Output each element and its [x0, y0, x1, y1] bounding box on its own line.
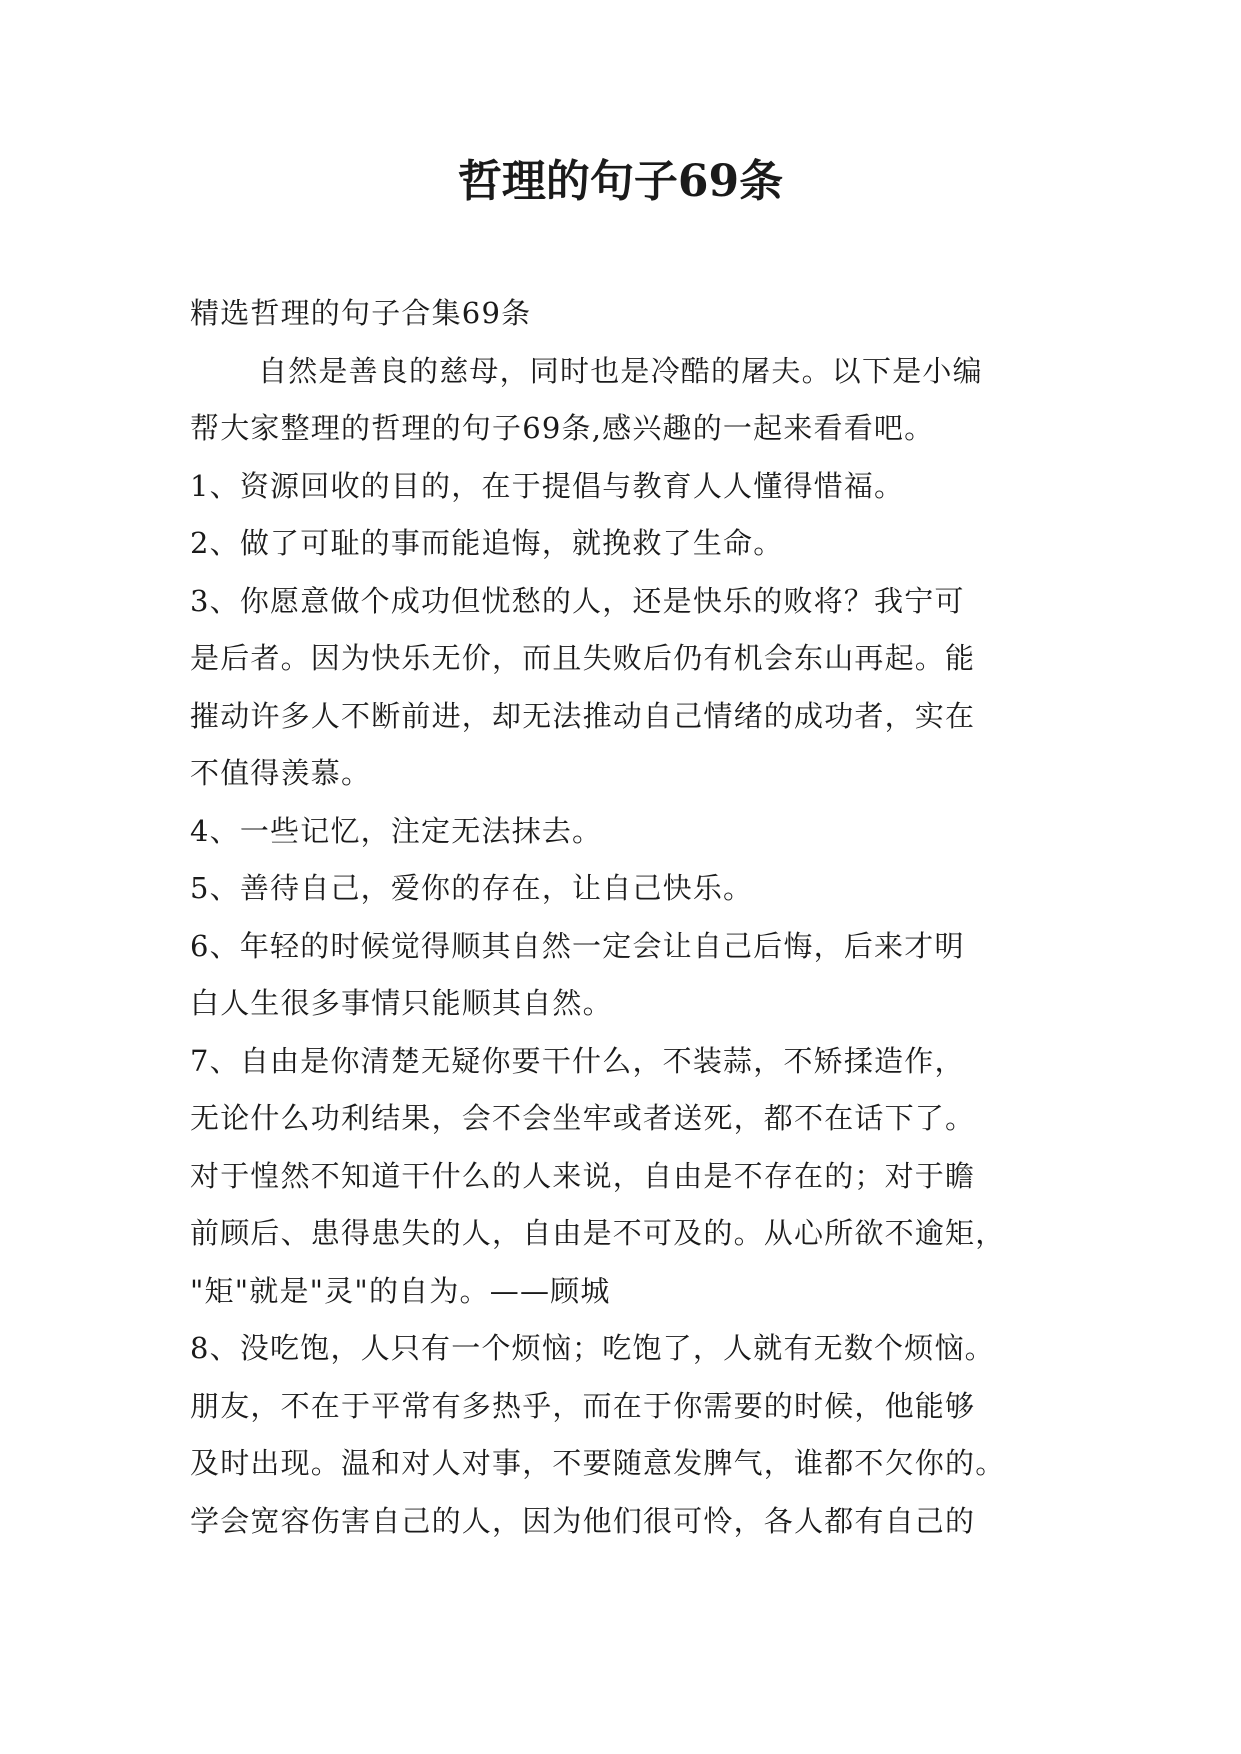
- quote-line: 4、一些记忆，注定无法抹去。: [190, 813, 603, 848]
- quote-line: 学会宽容伤害自己的人，因为他们很可怜，各人都有自己的: [190, 1503, 976, 1538]
- quote-line: 白人生很多事情只能顺其自然。: [190, 986, 613, 1020]
- quote-line: 无论什么功利结果，会不会坐牢或者送死，都不在话下了。: [190, 1101, 976, 1135]
- quote-line: 对于惶然不知道干什么的人来说，自由是不存在的；对于瞻: [190, 1158, 976, 1193]
- quote-line: 1、资源回收的目的，在于提倡与教育人人懂得惜福。: [190, 468, 905, 503]
- subtitle-line: 精选哲理的句子合集69条: [190, 296, 532, 330]
- quote-line: 前顾后、患得患失的人，自由是不可及的。从心所欲不逾矩，: [190, 1216, 1006, 1250]
- quote-line: "矩"就是"灵"的自为。——顾城: [190, 1273, 611, 1308]
- intro-line: 自然是善良的慈母，同时也是冷酷的屠夫。以下是小编: [258, 353, 983, 388]
- quote-line: 朋友，不在于平常有多热乎，而在于你需要的时候，他能够: [190, 1388, 976, 1423]
- quote-line: 7、自由是你清楚无疑你要干什么，不装蒜，不矫揉造作，: [190, 1043, 965, 1078]
- document-title: 哲理的句子69条: [457, 156, 784, 207]
- quote-line: 5、善待自己，爱你的存在，让自己快乐。: [190, 871, 754, 905]
- quote-line: 3、你愿意做个成功但忧愁的人，还是快乐的败将？我宁可: [190, 583, 965, 618]
- quote-line: 2、做了可耻的事而能追悔，就挽救了生命。: [190, 526, 784, 560]
- quote-line: 不值得羡慕。: [190, 756, 372, 790]
- quote-line: 及时出现。温和对人对事，不要随意发脾气，谁都不欠你的。: [190, 1446, 1006, 1480]
- document-body: [190, 285, 1090, 1550]
- intro-line: 帮大家整理的哲理的句子69条,感兴趣的一起来看看吧。: [190, 411, 935, 445]
- quote-line: 摧动许多人不断前进，却无法推动自己情绪的成功者，实在: [190, 698, 976, 733]
- quote-line: 8、没吃饱，人只有一个烦恼；吃饱了，人就有无数个烦恼。: [190, 1331, 995, 1365]
- quote-line: 6、年轻的时候觉得顺其自然一定会让自己后悔，后来才明: [190, 928, 965, 963]
- quote-line: 是后者。因为快乐无价，而且失败后仍有机会东山再起。能: [190, 641, 976, 675]
